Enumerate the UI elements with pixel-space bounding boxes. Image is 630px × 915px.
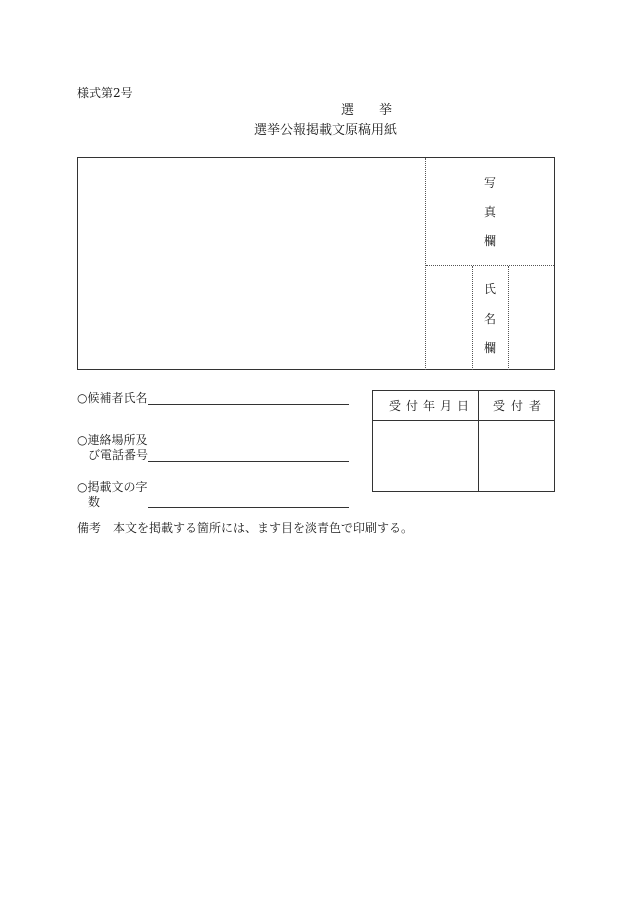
photo-name-divider [426, 265, 554, 266]
name-char-1: 氏 [483, 282, 496, 296]
reception-receiver-cell[interactable] [479, 421, 554, 491]
reception-date-header: 受付年月日 [389, 399, 475, 413]
name-column-left-line [472, 266, 473, 370]
charcount-label-line2: 数 [88, 495, 101, 509]
election-title: 選 挙 [341, 103, 399, 118]
contact-label-line1: ○連絡場所及 [77, 433, 148, 447]
charcount-label-line1: ○掲載文の字 [77, 480, 148, 494]
photo-column-divider [425, 158, 426, 370]
candidate-name-label: ○候補者氏名 [77, 391, 148, 405]
name-column-right-line [508, 266, 509, 370]
photo-char-1: 写 [483, 176, 496, 190]
photo-char-3: 欄 [483, 234, 496, 248]
reception-date-cell[interactable] [373, 421, 477, 491]
form-number: 様式第2号 [77, 86, 133, 100]
name-char-2: 名 [483, 312, 496, 326]
photo-char-2: 真 [483, 205, 496, 219]
charcount-field[interactable] [148, 507, 349, 508]
candidate-name-field[interactable] [148, 404, 349, 405]
name-char-3: 欄 [483, 341, 496, 355]
contact-field[interactable] [148, 461, 349, 462]
note-text: 備考 本文を掲載する箇所には、ます目を淡青色で印刷する。 [77, 521, 414, 535]
contact-label-line2: び電話番号 [88, 448, 149, 462]
reception-receiver-header: 受付者 [493, 399, 548, 413]
form-title: 選挙公報掲載文原稿用紙 [254, 123, 398, 138]
